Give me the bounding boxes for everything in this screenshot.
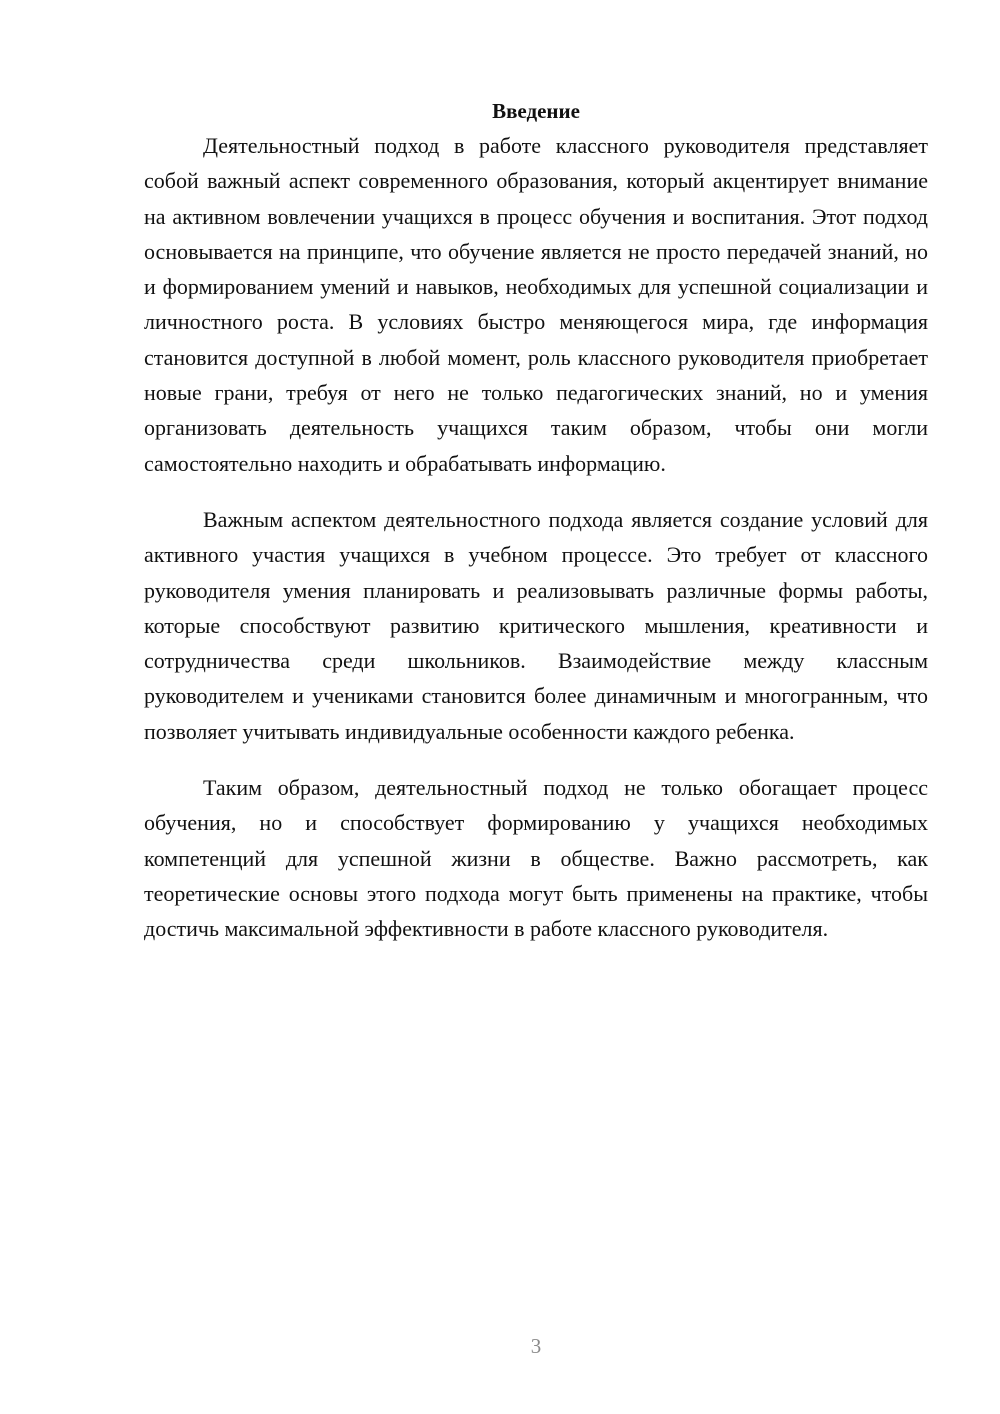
page-content [144, 96, 928, 947]
paragraph-3: Таким образом, деятельностный подход не только обогащает процесс обучения, но и способствует формированию у учащихся необходимых компетенций для успешной жизни в обществе. Важно рассмотреть, как теоретические основы этого подхода могут быть применены на практике, чтобы достичь максимальной эффективности в работе классного руководителя. [144, 775, 928, 942]
section-title: Введение [492, 99, 580, 123]
paragraph-2: Важным аспектом деятельностного подхода является создание условий для активного участия учащихся в учебном процессе. Это требует от классного руководителя умения планировать и реализовывать различные формы работы, которые способствуют развитию критического мышления, креативности и сотрудничества среди школьников. Взаимодействие между классным руководителем и учениками становится более динамичным и многогранным, что позволяет учитывать индивидуальные особенности каждого ребенка. [144, 506, 928, 744]
paragraph-1: Деятельностный подход в работе классного руководителя представляет собой важный аспект современного образования, который акцентирует внимание на активном вовлечении учащихся в процесс обучения и воспитания. Этот подход основывается на принципе, что обучение является не просто передачей знаний, но и формированием умений и навыков, необходимых для успешной социализации и личностного роста. В условиях быстро меняющегося мира, где информация становится доступной в любой момент, роль классного руководителя приобретает новые грани, требуя от него не только педагогических знаний, но и умения организовать деятельность учащихся таким образом, чтобы они могли самостоятельно находить и обрабатывать информацию. [144, 133, 928, 476]
page-number: 3 [530, 1334, 542, 1358]
